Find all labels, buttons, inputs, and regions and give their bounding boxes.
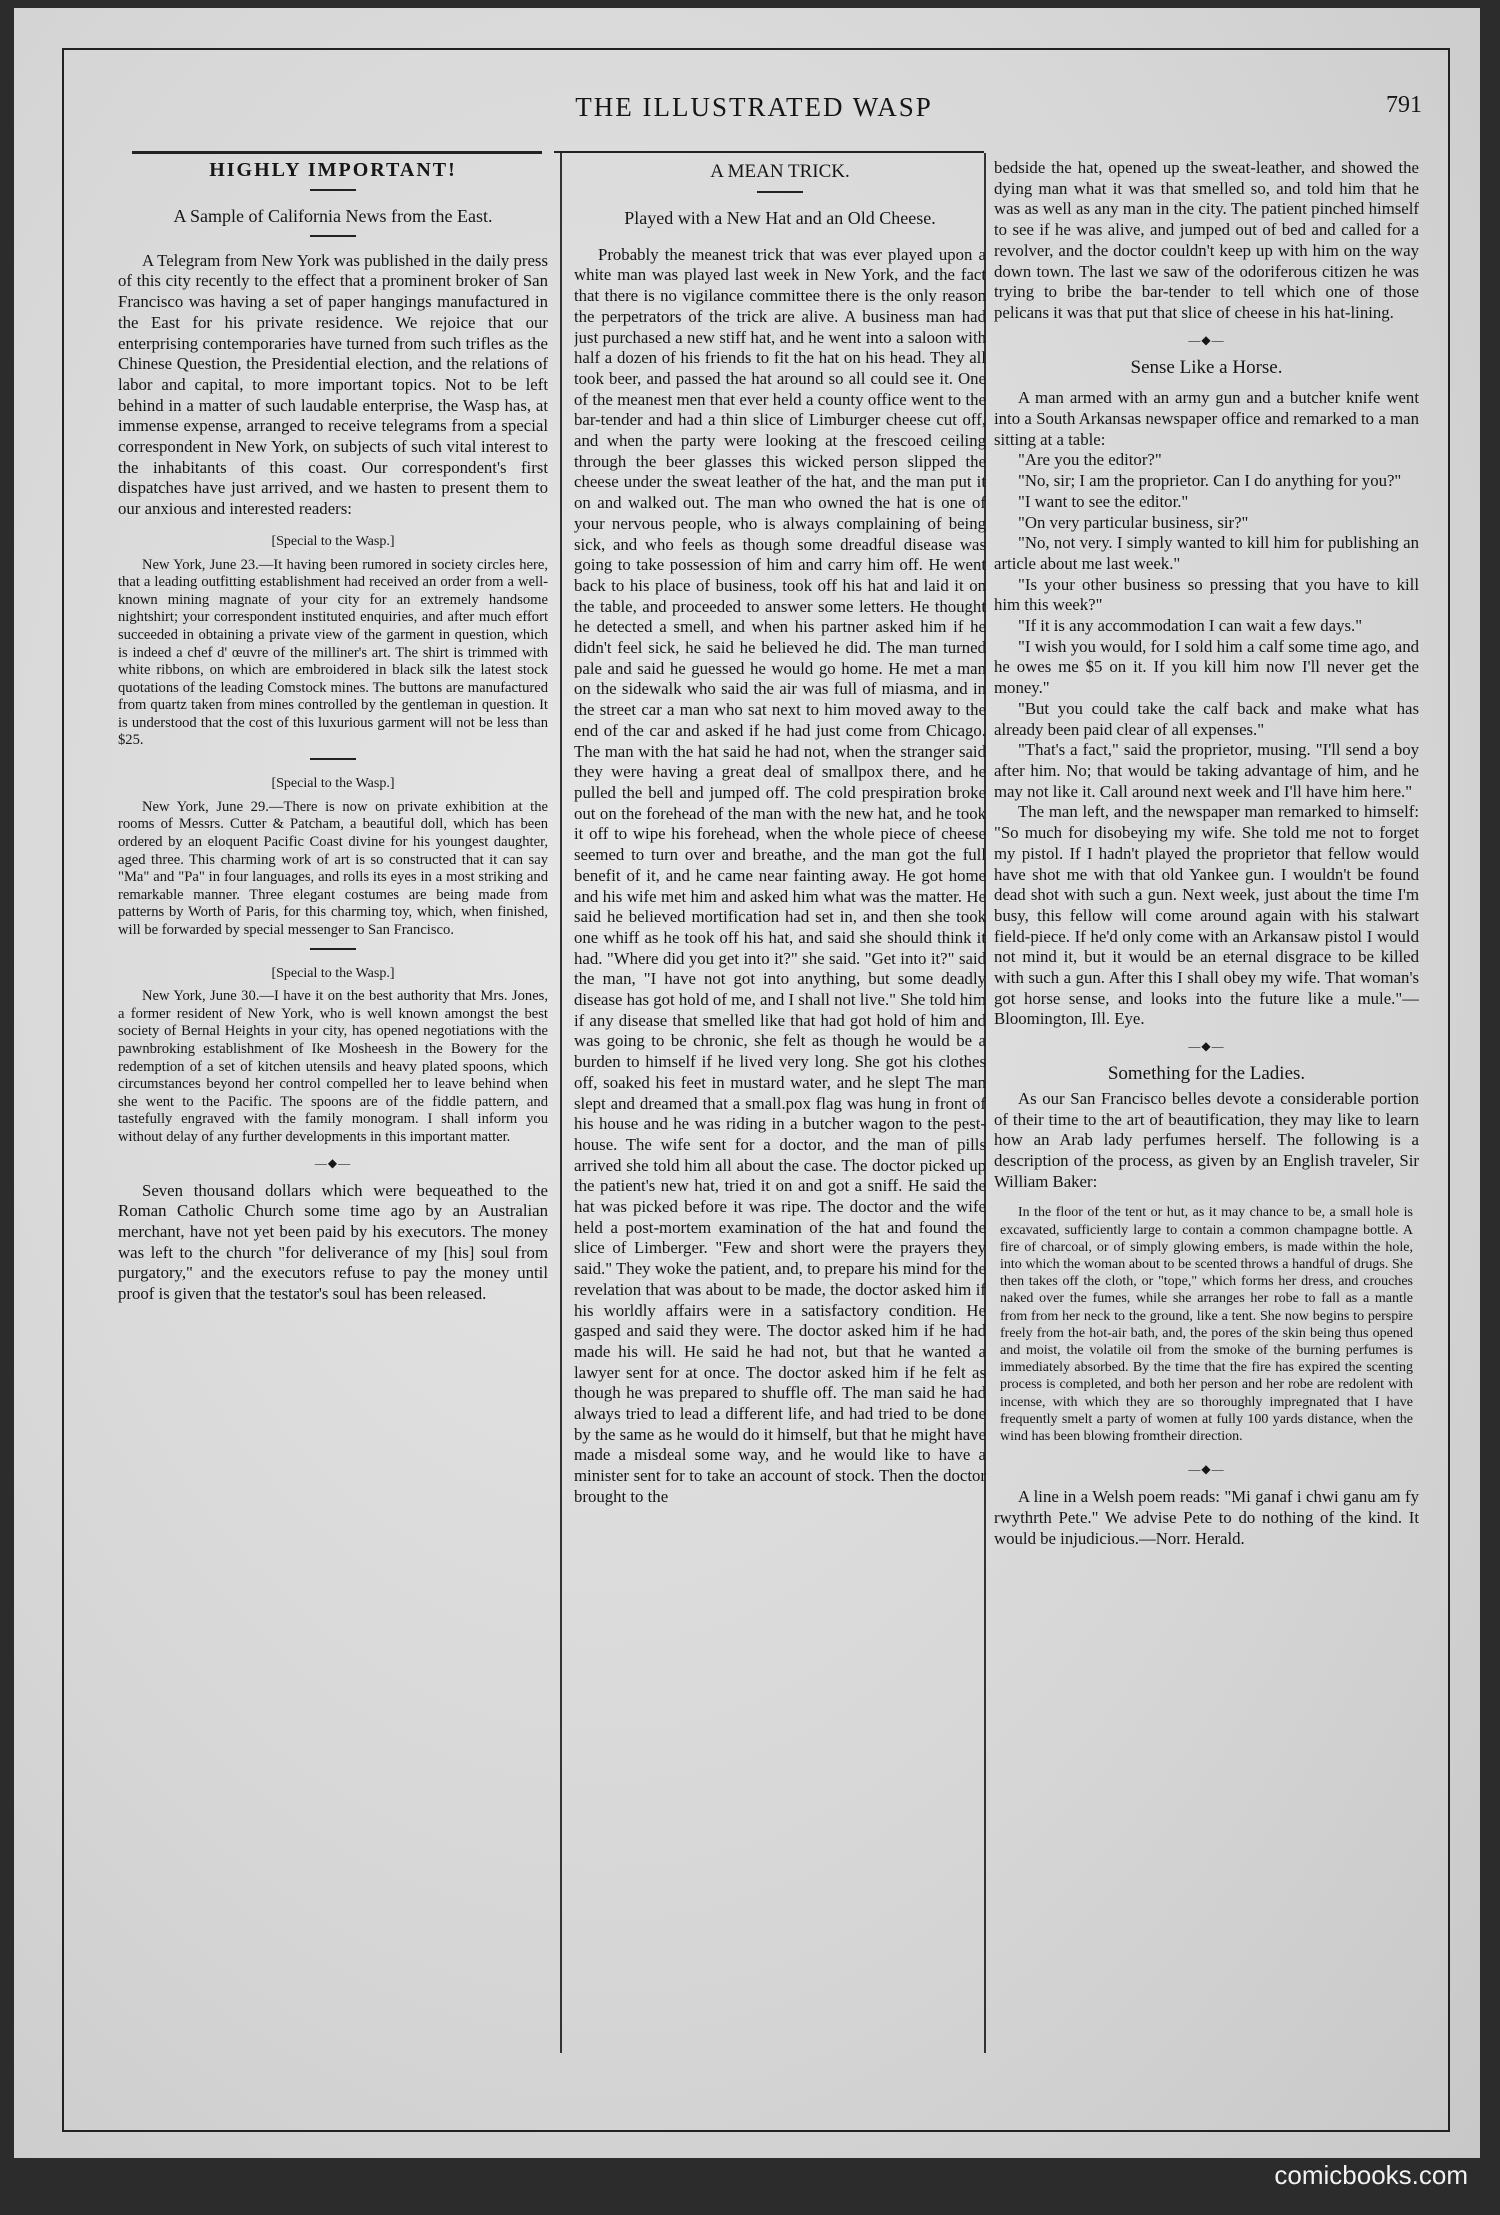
column-3 [994, 158, 1419, 2078]
article-welsh-poem: A line in a Welsh poem reads: "Mi ganaf i chwi ganu am fy rwythrth Pete." We advise Pete to do nothing of the kind. It would be injudicious.—Norr. Herald. [994, 1487, 1419, 1548]
article-ladies-intro: As our San Francisco belles devote a considerable portion of their time to the art of beautification, they may like to learn how an Arab lady perfumes herself. The following is a description of the process, as given by an English traveler, Sir William Baker: [994, 1088, 1419, 1191]
special-to-wasp-label: [Special to the Wasp.] [271, 533, 395, 549]
masthead-title: THE ILLUSTRATED WASP [575, 92, 933, 122]
column-1 [118, 158, 548, 2078]
horse-paragraph: "If it is any accommodation I can wait a few days." [1018, 616, 1363, 636]
subheadline-california-news: A Sample of California News from the East. [173, 205, 493, 226]
subheadline-new-hat: Played with a New Hat and an Old Cheese. [624, 207, 936, 228]
headline-something-for-ladies: Something for the Ladies. [1107, 1063, 1306, 1085]
section-ornament: —◆— [1188, 1462, 1225, 1477]
horse-paragraph: "That's a fact," said the proprietor, musing. "I'll send a boy after him. No; that would be taking advantage of him, and he may not like it. Call around next week and I'll have him here." [994, 740, 1419, 801]
newspaper-page [14, 8, 1480, 2158]
short-rule [310, 758, 356, 760]
special-to-wasp-label: [Special to the Wasp.] [271, 776, 395, 792]
horse-paragraph: "I wish you would, for I sold him a calf some time ago, and he owes me $5 on it. If you kill him now I'll never get the money." [994, 636, 1419, 698]
dispatch-june-30: New York, June 30.—I have it on the best authority that Mrs. Jones, a former resident of New York, who is well known amongst the best society of Bernal Heights in your city, has opened negotiations with the pawnbroking establishment of Ike Mosheesh in the Bowery for the redemption of a set of kitchen utensils and heavy plated spoons, which circumstances beyond her control compelled her to leave behind when she went to the Pacific. The spoons are of the fiddle pattern, and tastefully engraved with the family monogram. I shall inform you without delay of any further developments in this important matter. [118, 988, 548, 1145]
horse-paragraph: "But you could take the calf back and make what has already been paid clear of all expenses." [994, 698, 1419, 739]
article-ladies-quote: In the floor of the tent or hut, as it may chance to be, a small hole is excavated, sufficiently large to contain a common champagne bottle. A fire of charcoal, or of simply glowing embers, is made within the hole, into which the woman about to be scented throws a handful of drugs. She then takes off the cloth, or "tope," which forms her dress, and crouches naked over the fumes, while she arranges her robe to fall as a mantle from from her neck to the ground, like a tent. She now begins to perspire freely from the hot-air bath, and, the pores of the skin being thus opened and moist, the volatile oil from the smoke of the burning perfumes is immediately absorbed. By the time that the fire has expired the scenting process is completed, and both her person and her robe are redolent with incense, with which they are so thoroughly impregnated that I have frequently smelt a party of women at fully 100 yards distance, when the wind has been blowing fromtheir direction. [1000, 1205, 1413, 1444]
section-ornament: —◆— [314, 1155, 352, 1170]
headline-sense-like-horse: Sense Like a Horse. [1130, 356, 1283, 378]
horse-paragraph: "I want to see the editor." [1018, 491, 1189, 511]
short-rule [310, 189, 356, 191]
column-2 [574, 158, 986, 2078]
dispatch-june-29: New York, June 29.—There is now on private exhibition at the rooms of Messrs. Cutter & Patcham, a beautiful doll, which has been ordered by an eloquent Pacific Coast divine for his youngest daughter, aged three. This charming work of art is so constructed that it can say "Ma" and "Pa" in four languages, and rolls its eyes in a most striking and remarkable manner. Three elegant costumes are being made from patterns by Worth of Paris, for this charming toy, which, when finished, will be forwarded by special messenger to San Francisco. [118, 798, 548, 938]
article-bequest: Seven thousand dollars which were bequeathed to the Roman Catholic Church some time ago by an Australian merchant, have not yet been paid by his executors. The money was left to the church "for deliverance of my [his] soul from purgatory," and the executors refuse to pay the money until proof is given that the testator's soul has been released. [118, 1180, 548, 1304]
watermark: comicbooks.com [1274, 2160, 1468, 2190]
column-top-rule [132, 151, 542, 154]
horse-paragraph: "On very particular business, sir?" [1018, 512, 1249, 532]
headline-mean-trick: A MEAN TRICK. [710, 161, 850, 182]
column-divider [560, 153, 562, 2053]
page-number: 791 [1386, 92, 1422, 118]
short-rule [310, 235, 356, 237]
section-ornament: —◆— [1188, 1039, 1225, 1054]
horse-paragraph: The man left, and the newspaper man remarked to himself: "So much for disobeying my wife. She told me not to forget my pistol. If I hadn't played the proprietor that fellow would have shot me with that old Yankee gun. I wouldn't be found dead shot with such a gun. Next week, just about the time I'm busy, this fellow will come around again with his stalwart field-piece. If he'd only come with an Arkansaw pistol I would not mind it, but it would be an eternal disgrace to be killed with such a gun. After this I shall obey my wife. That woman's got horse sense, and looks into the future like a mule."—Bloomington, Ill. Eye. [994, 802, 1419, 1029]
short-rule [310, 948, 356, 950]
headline-highly-important: HIGHLY IMPORTANT! [209, 159, 457, 181]
horse-paragraph: "Are you the editor?" [1018, 450, 1162, 470]
article-mean-trick-body: Probably the meanest trick that was ever played upon a white man was played last week in New York, and the fact that there is no vigilance committee there is the only reason the perpetrators of the trick are alive. A business man had just purchased a new stiff hat, and he went into a saloon with half a dozen of his friends to fit the hat on his head. They all took beer, and passed the hat around so all could see it. One of the meanest men that ever held a county office went to the bar-tender and had a thin slice of Limburger cheese cut off, and when the party were looking at the frescoed ceiling through the beer glasses this wicked person slipped the cheese under the sweat leather of the hat, and the man put it on and walked out. The man who owned the hat is one of your nervous people, who is always complaining of being sick, and who feels as though some dreadful disease was going to take possession of him and carry him off. He went back to his place of business, took off his hat and laid it on the table, and proceeded to answer some letters. He thought he detected a smell, and when his partner asked him if he didn't feel sick, he said he believed he did. The man turned pale and said he guessed he would go home. He met a man on the sidewalk who said the air was full of miasma, and in the street car a man who sat next to him moved away to the end of the car and asked if he had just come from Chicago. The man with the hat said he had not, when the stranger said they were having a great deal of smallpox there, and he pulled the bell and jumped off. The cold prespiration broke out on the forehead of the man with the new hat, and he took it off to wipe his forehead, when the whole piece of cheese seemed to turn over and breathe, and the man got the full benefit of it, and he came near fainting away. He got home and his wife met him and asked him what was the matter. He said he believed mortification had set in, and then she took one whiff as he took off his hat, and said she should think it had. "Where did you get into it?" she said. "Get into it?" said the man, "I have not got into anything, but some deadly disease has got hold of me, and I shall not live." She told him if any disease that smelled like that had got hold of him and was going to be chronic, she felt as though he would be a burden to himself if he lived very long. She got his clothes off, soaked his feet in mustard water, and he slept The man slept and dreamed that a small.pox flag was hung in front of his house and he was riding in a butcher wagon to the pest-house. The wife sent for a doctor, and the man of pills arrived she told him all about the case. The doctor picked up the patient's new hat, tried it on and got a sniff. He said the hat was picked before it was ripe. The doctor and the wife held a post-mortem examination of the hat and found the slice of Limberger. "Few and short were the prayers they said." They woke the patient, and, to prepare his mind for the revelation that was about to be made, the doctor asked him if his worldly affairs were in a satisfactory condition. He gasped and said they were. The doctor asked him if he had made his will. He said he had not, but that he wanted a lawyer sent for at once. The doctor asked him if he felt as though he was prepared to shuffle off. The man said he had always tried to lead a different life, and had tried to be done by the same as he would do it himself, but that he might have made a misdeal some way, and he would like to have a minister sent for to take an account of stock. Then the doctor brought to the [574, 244, 986, 1506]
short-rule [757, 191, 803, 193]
horse-paragraph: A man armed with an army gun and a butcher knife went into a South Arkansas newspaper office and remarked to a man sitting at a table: [994, 388, 1419, 449]
section-ornament: —◆— [1188, 332, 1225, 347]
column-top-rule [554, 151, 984, 153]
special-to-wasp-label: [Special to the Wasp.] [271, 965, 395, 981]
dispatch-june-23: New York, June 23.—It having been rumored in society circles here, that a leading outfitting establishment had received an order from a well-known mining magnate of your city for an extremely handsome nightshirt; your correspondent instituted enquiries, and after much effort succeeded in obtaining a private view of the garment in question, which is indeed a chef d' œuvre of the milliner's art. The shirt is trimmed with white ribbons, on which are embroidered in black silk the latest stock quotations of the leading Comstock mines. The buttons are manufactured from quartz taken from mines controlled by the gentleman in question. It is understood that the cost of this luxurious garment will not be less than $25. [118, 556, 548, 749]
horse-paragraph: "Is your other business so pressing that you have to kill him this week?" [994, 574, 1419, 615]
horse-paragraph: "No, sir; I am the proprietor. Can I do anything for you?" [1018, 471, 1402, 491]
masthead [64, 92, 1444, 126]
article-intro: A Telegram from New York was published in the daily press of this city recently to the effect that a prominent broker of San Francisco was having a set of paper hangings manufactured in the East for his private residence. We rejoice that our enterprising contemporaries have turned from such trifles as the Chinese Question, the Presidential election, and the relations of labor and capital, to more important topics. Not to be left behind in a matter of such laudable enterprise, the Wasp has, at immense expense, arranged to receive telegrams from a special correspondent in New York, on subjects of such vital interest to the inhabitants of this coast. Our correspondent's first dispatches have just arrived, and we hasten to present them to our anxious and interested readers: [118, 250, 548, 519]
article-mean-trick-continued: bedside the hat, opened up the sweat-leather, and showed the dying man what it was that smelled so, and told him that he was as well as any man in the city. The patient pinched himself to see if he was alive, and jumped out of bed and called for a revolver, and the doctor couldn't keep up with him on the way down town. The last we saw of the odoriferous citizen he was trying to bribe the bar-tender to tell which one of those pelicans it was that put that slice of cheese in his hat-lining. [994, 158, 1419, 322]
horse-paragraph: "No, not very. I simply wanted to kill him for publishing an article about me last week." [994, 533, 1419, 573]
